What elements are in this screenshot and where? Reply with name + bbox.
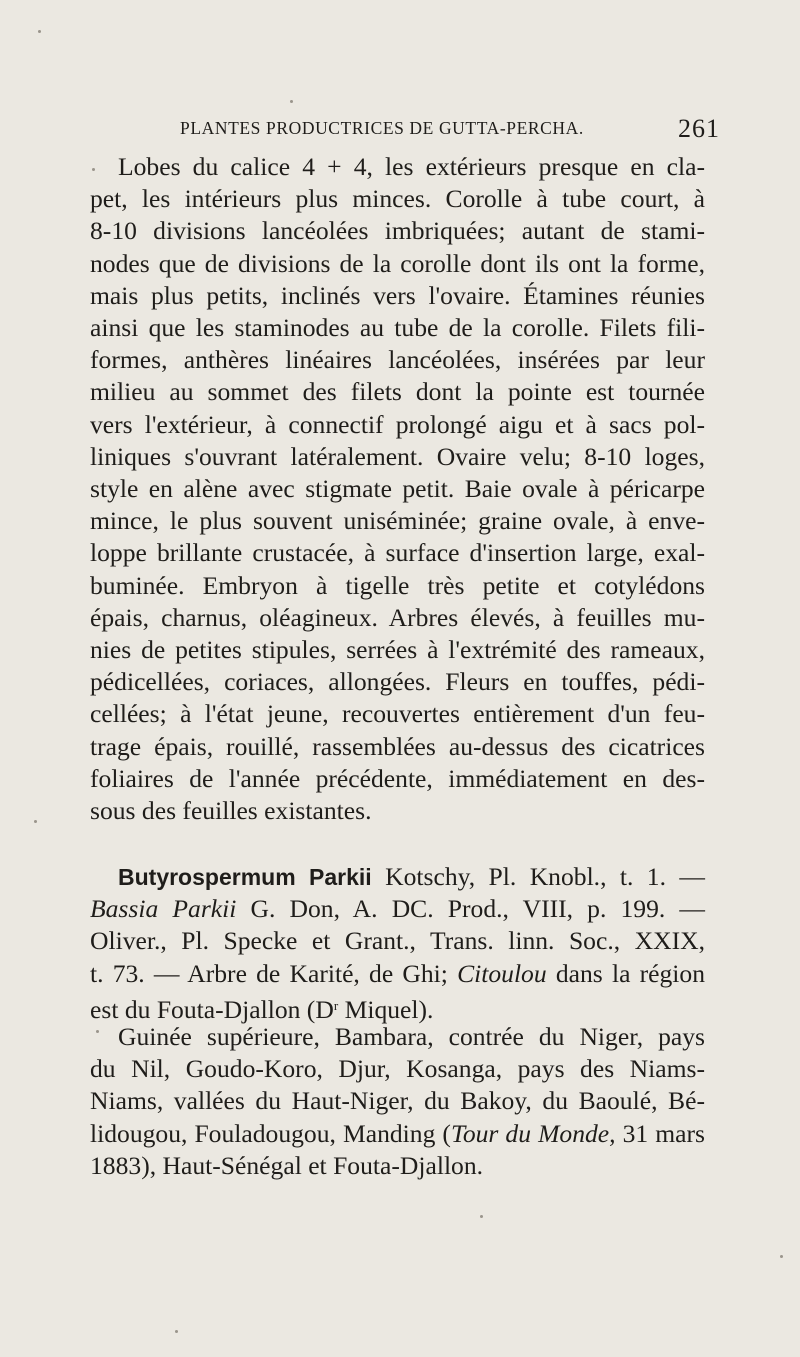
text-run: Miquel).: [338, 994, 434, 1024]
text-line: pet, les intérieurs plus minces. Corolle à tube court, à: [90, 184, 705, 214]
text-run: dans la région: [546, 958, 705, 988]
text-line: loppe brillante crustacée, à surface d'insertion large, exal-: [90, 538, 705, 568]
description-paragraph: [90, 151, 705, 827]
text-line: [90, 893, 705, 925]
species-entry-paragraph: [90, 861, 705, 1026]
text-line: vers l'extérieur, à connectif prolongé aigu et à sacs pol-: [90, 409, 705, 439]
paper-speck: [480, 1215, 483, 1218]
paper-speck: [92, 168, 95, 171]
text-line: mais plus petits, inclinés vers l'ovaire. Étamines réunies: [90, 280, 705, 310]
text-run: 31 mars: [615, 1118, 705, 1148]
page-number: 261: [678, 114, 720, 143]
superscript: r: [333, 997, 339, 1013]
text-run: Kotschy, Pl. Knobl., t. 1. —: [371, 862, 705, 891]
text-line: ainsi que les staminodes au tube de la corolle. Filets fili-: [90, 313, 705, 343]
paper-speck: [96, 1030, 99, 1033]
text-line: milieu au sommet des filets dont la pointe est tournée: [90, 377, 705, 407]
text-line: Lobes du calice 4 + 4, les extérieurs presque en cla-: [118, 152, 705, 181]
paper-speck: [780, 1255, 783, 1258]
text-line: nies de petites stipules, serrées à l'extrémité des rameaux,: [90, 635, 705, 665]
text-line: Niams, vallées du Haut-Niger, du Bakoy, du Baoulé, Bé-: [90, 1086, 705, 1116]
paper-speck: [38, 30, 41, 33]
text-line: buminée. Embryon à tigelle très petite et cotylédons: [90, 570, 705, 600]
paper-speck: [175, 1330, 178, 1333]
text-line: du Nil, Goudo-Koro, Djur, Kosanga, pays des Niams-: [90, 1054, 705, 1084]
text-line: mince, le plus souvent uniséminée; graine ovale, à enve-: [90, 506, 705, 536]
text-line: [90, 958, 705, 990]
text-line: épais, charnus, oléagineux. Arbres élevés, à feuilles mu-: [90, 602, 705, 632]
paper-speck: [290, 100, 293, 103]
text-line: trage épais, rouillé, rassemblées au-dessus des cicatrices: [90, 731, 705, 761]
text-run: t. 73. — Arbre de Karité, de Ghi;: [90, 958, 458, 988]
text-line: sous des feuilles existantes.: [90, 796, 372, 826]
text-line: 1883), Haut-Sénégal et Fouta-Djallon.: [90, 1150, 484, 1180]
cited-work-title: Tour du Monde,: [450, 1118, 616, 1148]
vernacular-name: Citoulou: [457, 958, 547, 988]
distribution-paragraph: [90, 1021, 705, 1182]
text-line: nodes que de divisions de la corolle dont ils ont la forme,: [90, 248, 705, 278]
text-line: foliaires de l'année précédente, immédiatement en des-: [90, 763, 705, 793]
text-line: pédicellées, coriaces, allongées. Fleurs en touffes, pédi-: [90, 667, 705, 697]
text-line: Oliver., Pl. Specke et Grant., Trans. linn. Soc., XXIX,: [90, 926, 705, 956]
text-line: [90, 1118, 705, 1150]
text-line: liniques s'ouvrant latéralement. Ovaire velu; 8-10 loges,: [90, 441, 705, 471]
text-run: lidougou, Fouladougou, Manding (: [90, 1118, 451, 1148]
synonym-name: Bassia Parkii: [90, 894, 237, 924]
text-line: Guinée supérieure, Bambara, contrée du Niger, pays: [118, 1022, 705, 1051]
text-run: G. Don, A. DC. Prod., VIII, p. 199. —: [236, 894, 705, 924]
text-line: 8-10 divisions lancéolées imbriquées; autant de stami-: [90, 216, 705, 246]
running-title: PLANTES PRODUCTRICES DE GUTTA-PERCHA.: [180, 118, 584, 138]
text-line: [90, 861, 705, 893]
paper-speck: [34, 820, 37, 823]
species-name: Butyrospermum Parkii: [118, 864, 372, 890]
text-line: cellées; à l'état jeune, recouvertes entièrement d'un feu-: [90, 699, 705, 729]
text-line: style en alène avec stigmate petit. Baie ovale à péricarpe: [90, 474, 705, 504]
text-line: formes, anthères linéaires lancéolées, insérées par leur: [90, 345, 705, 375]
running-header: [180, 114, 720, 146]
text-run: est du Fouta-Djallon (D: [90, 994, 334, 1024]
